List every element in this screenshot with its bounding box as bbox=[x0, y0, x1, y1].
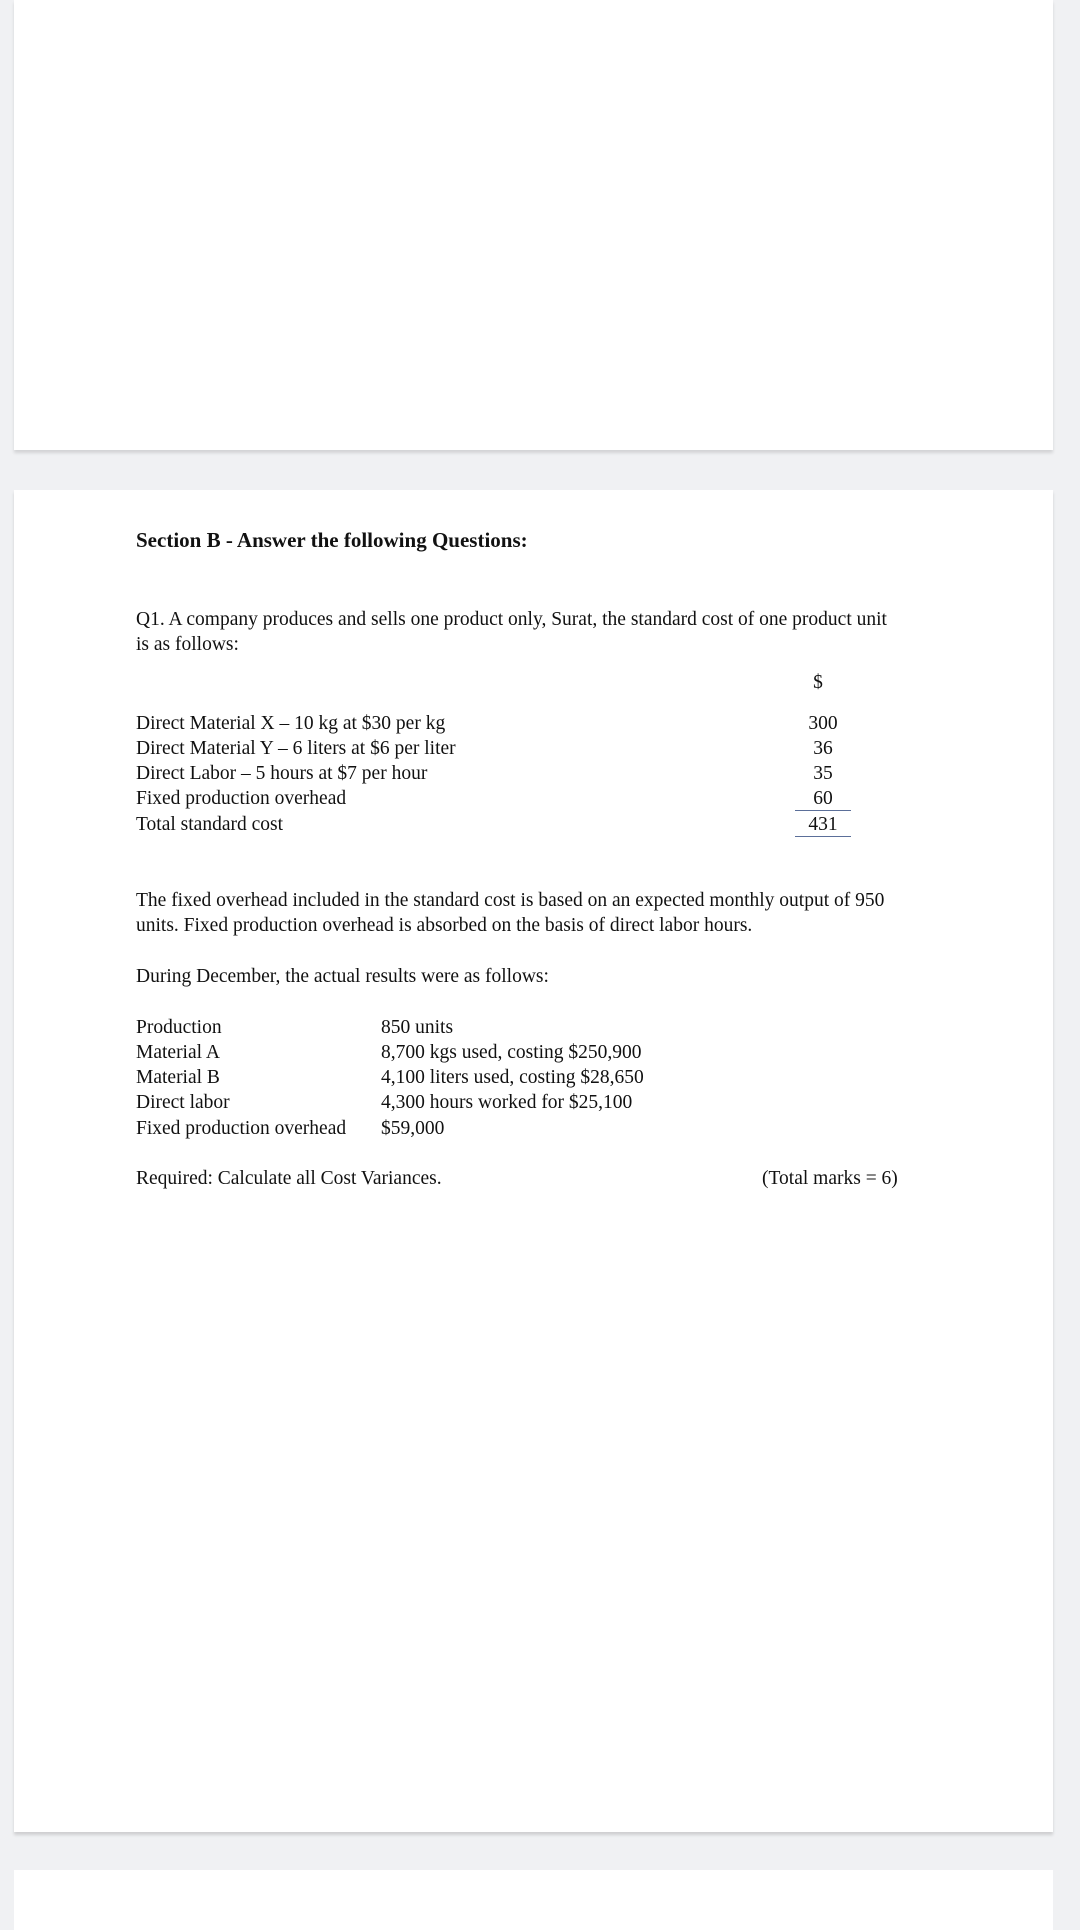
overhead-note-line-1: The fixed overhead included in the standard cost is based on an expected monthly output of 950 bbox=[136, 890, 885, 911]
question-line-1: Q1. A company produces and sells one product only, Surat, the standard cost of one product unit bbox=[136, 609, 887, 630]
cost-row-value: 35 bbox=[813, 763, 833, 784]
actual-label: Production bbox=[136, 1017, 222, 1038]
actual-value: $59,000 bbox=[381, 1118, 445, 1139]
cost-total-label: Total standard cost bbox=[136, 814, 284, 835]
actual-value: 8,700 kgs used, costing $250,900 bbox=[381, 1042, 642, 1063]
section-title: Section B - Answer the following Questions: bbox=[136, 528, 528, 552]
overhead-note-line-2: units. Fixed production overhead is absorbed on the basis of direct labor hours. bbox=[136, 915, 753, 936]
actual-label: Direct labor bbox=[136, 1092, 230, 1113]
actual-label: Fixed production overhead bbox=[136, 1118, 347, 1139]
actual-value: 4,300 hours worked for $25,100 bbox=[381, 1092, 633, 1113]
cost-row-value: 60 bbox=[813, 788, 833, 809]
actual-value: 850 units bbox=[381, 1017, 454, 1038]
question-line-2: is as follows: bbox=[136, 634, 239, 655]
cost-row-label: Fixed production overhead bbox=[136, 788, 347, 809]
actual-value: 4,100 liters used, costing $28,650 bbox=[381, 1067, 644, 1088]
subtotal-rule bbox=[795, 810, 851, 811]
required-instruction: Required: Calculate all Cost Variances. bbox=[136, 1168, 442, 1189]
document-page bbox=[14, 490, 1053, 1832]
next-page bbox=[14, 1870, 1053, 1930]
actual-label: Material B bbox=[136, 1067, 220, 1088]
previous-page bbox=[14, 0, 1053, 450]
cost-row-label: Direct Material Y – 6 liters at $6 per liter bbox=[136, 738, 456, 759]
total-rule bbox=[795, 836, 851, 837]
cost-row-value: 36 bbox=[813, 738, 833, 759]
cost-total-value: 431 bbox=[808, 814, 838, 835]
cost-row-label: Direct Labor – 5 hours at $7 per hour bbox=[136, 763, 428, 784]
currency-header: $ bbox=[813, 672, 823, 693]
total-marks: (Total marks = 6) bbox=[762, 1168, 898, 1189]
cost-row-label: Direct Material X – 10 kg at $30 per kg bbox=[136, 713, 446, 734]
actual-label: Material A bbox=[136, 1042, 220, 1063]
cost-row-value: 300 bbox=[808, 713, 838, 734]
actual-intro: During December, the actual results were as follows: bbox=[136, 966, 549, 987]
